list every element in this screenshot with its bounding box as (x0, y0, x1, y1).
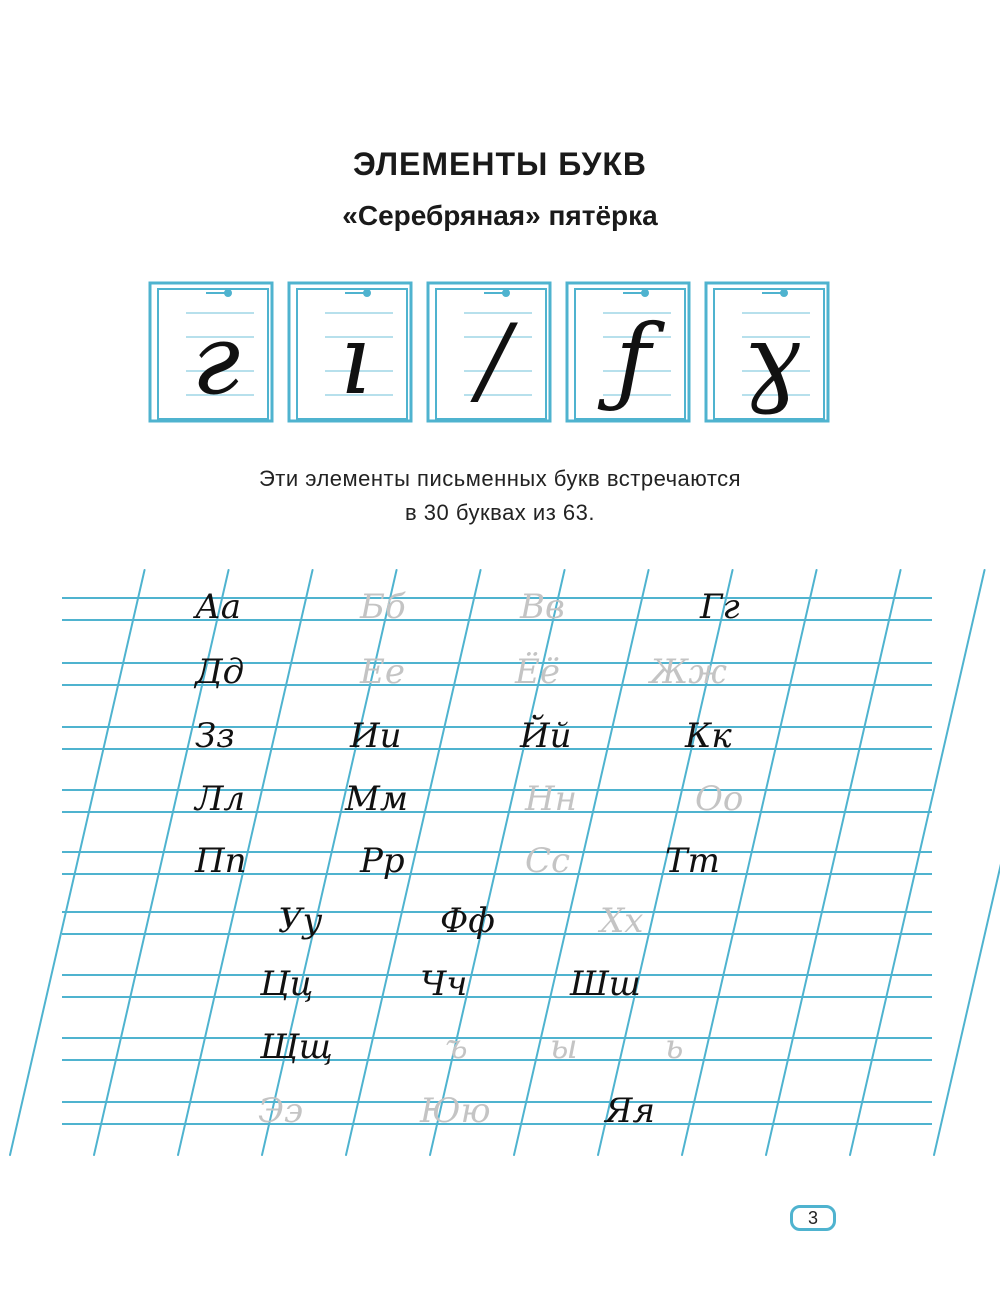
letter-pair: Фф (440, 901, 495, 941)
cursive-hook-element: г (191, 304, 241, 416)
page-subtitle: «Серебряная» пятёрка (342, 200, 658, 231)
letter-pair-faded: ы (550, 1027, 578, 1067)
letter-pair: Шш (570, 964, 642, 1004)
cursive-long-stroke-element: / (477, 304, 511, 416)
letter-pair: Рр (360, 841, 405, 881)
letter-pair-faded: Ее (360, 652, 405, 692)
cursive-loop-stroke-element: ƒ (615, 304, 651, 416)
description-line-2: в 30 буквах из 63. (405, 500, 595, 525)
letter-pair: Аа (195, 587, 242, 627)
description-line-1: Эти элементы письменных букв встречаются (258, 466, 742, 491)
letter-pair: Пп (195, 841, 247, 881)
letter-pair: Тт (665, 841, 720, 881)
letter-pair-faded: Хх (600, 901, 644, 941)
page-number: 3 (790, 1205, 836, 1231)
letter-pair: Зз (195, 716, 235, 756)
cursive-small-loop-element: ɣ (743, 304, 801, 416)
letter-pair: Гг (700, 587, 740, 627)
letter-pair: Лл (195, 779, 246, 819)
letter-pair: Йй (520, 716, 572, 756)
letter-pair-faded: ъ (445, 1027, 468, 1067)
letter-pair: Чч (420, 964, 468, 1004)
page-title: ЭЛЕМЕНТЫ БУКВ (353, 146, 647, 182)
letter-pair: Кк (685, 716, 732, 756)
letter-pair-faded: ь (665, 1027, 684, 1067)
letter-pair: Ии (350, 716, 402, 756)
letter-pair-faded: Юю (420, 1091, 491, 1131)
letter-pair: Цц (260, 964, 314, 1004)
letter-pair-faded: Бб (360, 587, 406, 627)
letter-pair-faded: Сс (525, 841, 571, 881)
cursive-short-stroke-element: ı (339, 304, 371, 416)
letter-pair-faded: Ээ (258, 1091, 304, 1131)
letter-pair-faded: Вв (520, 587, 565, 627)
letter-pair-faded: Нн (525, 779, 578, 819)
letter-pair: Щщ (260, 1027, 333, 1067)
letter-pair: Уу (278, 901, 323, 941)
letter-pair: Мм (345, 779, 409, 819)
letter-pair-faded: Жж (650, 652, 727, 692)
letter-pair-faded: Оо (695, 779, 744, 819)
letter-pair-faded: Ёё (515, 652, 560, 692)
letter-pair: Яя (605, 1091, 655, 1131)
letter-pair: Дд (195, 652, 245, 692)
ruled-lines (10, 570, 1000, 1155)
